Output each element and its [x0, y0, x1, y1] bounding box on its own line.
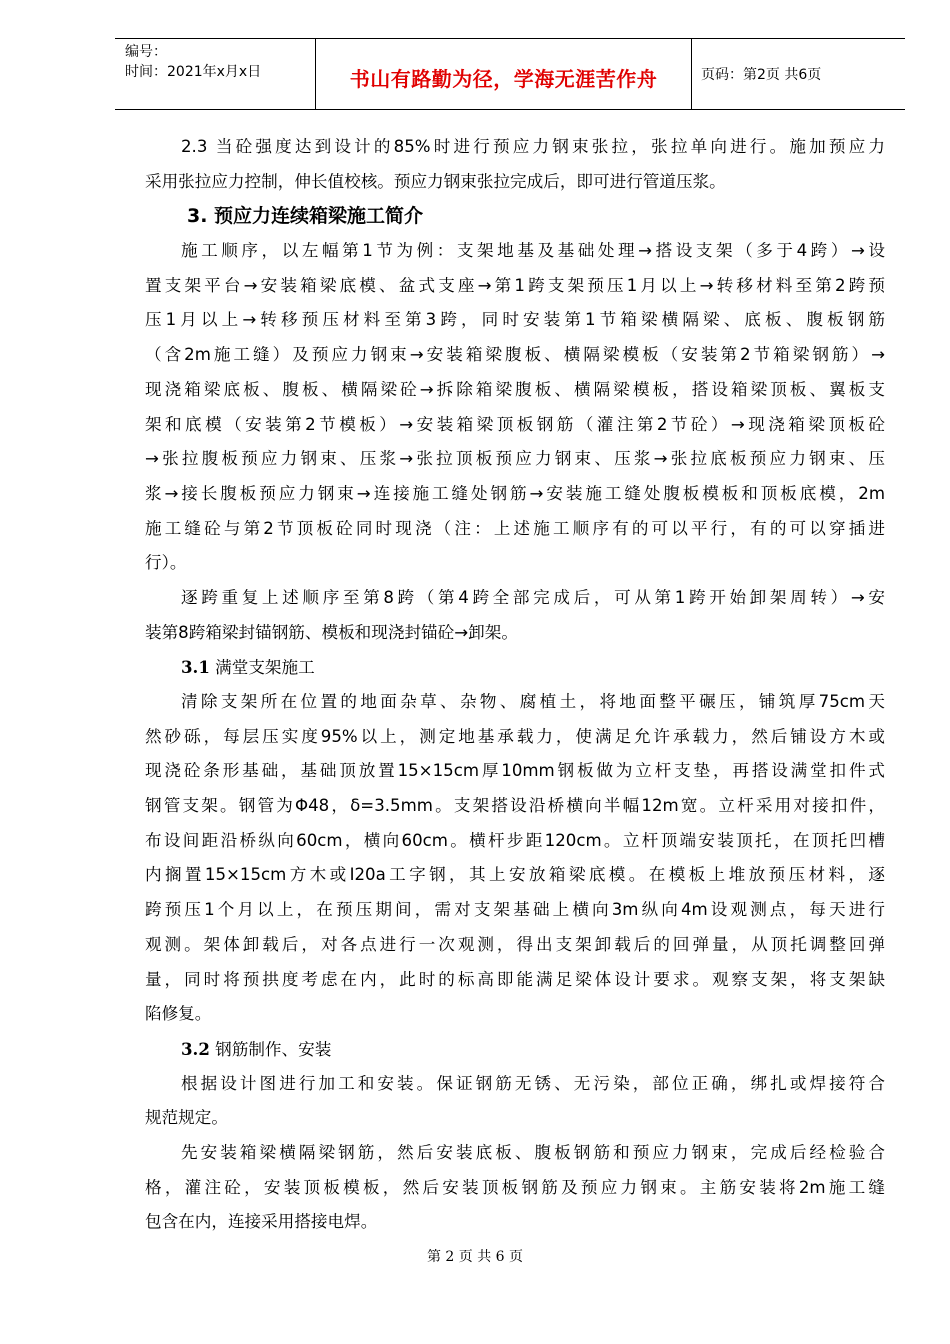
- paragraph-line: 包含在内，连接采用搭接电焊。: [145, 1212, 378, 1232]
- paragraph-line: 现浇砼条形基础，基础顶放置15×15cm厚10mm钢板做为立杆支垫，再搭设满堂扣件式: [145, 761, 885, 781]
- document-body: [145, 130, 885, 1240]
- paragraph-line: 浆→接长腹板预应力钢束→连接施工缝处钢筋→安装施工缝处腹板模板和顶板底模，2m: [145, 483, 885, 503]
- header-page-cell: [691, 39, 905, 109]
- paragraph-line: 现浇箱梁底板、腹板、横隔梁砼→拆除箱梁腹板、横隔梁模板，搭设箱梁顶板、翼板支: [145, 379, 885, 399]
- header-table: [115, 38, 905, 110]
- subsection-title: 满堂支架施工: [215, 658, 315, 678]
- paragraph-line: 内搁置15×15cm方木或I20a工字钢，其上安放箱梁底模。在模板上堆放预压材料，逐: [145, 865, 885, 885]
- paragraph-line: 观测。架体卸载后，对各点进行一次观测，得出支架卸载后的回弹量，从顶托调整回弹: [145, 934, 885, 954]
- time-label: 时间：2021年x月x日: [125, 64, 262, 80]
- paragraph-line: 行）。: [145, 553, 187, 573]
- paragraph-line: （含2m施工缝）及预应力钢束→安装箱梁腹板、横隔梁模板（安装第2节箱梁钢筋）→: [145, 345, 885, 365]
- paragraph-line: 压1月以上→转移预压材料至第3跨，同时安装第1节箱梁横隔梁、底板、腹板钢筋: [145, 310, 885, 330]
- paragraph-line: 先安装箱梁横隔梁钢筋，然后安装底板、腹板钢筋和预应力钢束，完成后经检验合: [181, 1142, 885, 1162]
- subsection-number: 3.2: [181, 1038, 210, 1059]
- page-label: 页码：第2页 共6页: [701, 67, 822, 83]
- subsection-heading-3-1: [145, 650, 885, 685]
- paragraph-line: 置支架平台→安装箱梁底模、盆式支座→第1跨支架预压1月以上→转移材料至第2跨预: [145, 275, 885, 295]
- page-footer: 第 2 页 共 6 页: [426, 1249, 524, 1265]
- paragraph-line: 布设间距沿桥纵向60cm，横向60cm。横杆步距120cm。立杆顶端安装顶托，在顶托凹槽: [145, 830, 885, 850]
- paragraph-line: 施工缝砼与第2节顶板砼同时现浇（注：上述施工顺序有的可以平行，有的可以穿插进: [145, 518, 885, 538]
- paragraph-line: 装第8跨箱梁封锚钢筋、模板和现浇封锚砼→卸架。: [145, 622, 518, 642]
- paragraph-line: 清除支架所在位置的地面杂草、杂物、腐植土，将地面整平碾压，铺筑厚75cm天: [181, 692, 885, 711]
- paragraph-line: 跨预压1个月以上，在预压期间，需对支架基础上横向3m纵向4m设观测点，每天进行: [145, 900, 885, 920]
- paragraph-line: 陷修复。: [145, 1004, 212, 1024]
- paragraph-line: 根据设计图进行加工和安装。保证钢筋无锈、无污染，部位正确，绑扎或焊接符合: [181, 1073, 885, 1093]
- section-heading: 3. 预应力连续箱梁施工简介: [187, 205, 424, 228]
- paragraph-line: 格，灌注砼，安装顶板模板，然后安装顶板钢筋及预应力钢束。主筋安装将2m施工缝: [145, 1177, 885, 1197]
- paragraph-line: 2.3 当砼强度达到设计的85%时进行预应力钢束张拉，张拉单向进行。施加预应力: [181, 137, 885, 156]
- paragraph-line: 然砂砾，每层压实度95%以上，测定地基承载力，使满足允许承载力，然后铺设方木或: [145, 726, 885, 746]
- paragraph-line: 架和底模（安装第2节模板）→安装箱梁顶板钢筋（灌注第2节砼）→现浇箱梁顶板砼: [145, 414, 885, 434]
- paragraph-line: 逐跨重复上述顺序至第8跨（第4跨全部完成后，可从第1跨开始卸架周转）→安: [181, 587, 885, 607]
- subsection-heading-3-2: [145, 1032, 885, 1067]
- subsection-title: 钢筋制作、安装: [215, 1039, 332, 1059]
- paragraph-line: →张拉腹板预应力钢束、压浆→张拉顶板预应力钢束、压浆→张拉底板预应力钢束、压: [145, 449, 885, 469]
- header-meta-cell: [115, 39, 315, 109]
- number-label: 编号：: [125, 44, 167, 60]
- paragraph-line: 量，同时将预拱度考虑在内，此时的标高即能满足梁体设计要求。观察支架，将支架缺: [145, 969, 885, 989]
- subsection-number: 3.1: [181, 657, 210, 678]
- paragraph-line: 施工顺序，以左幅第1节为例：支架地基及基础处理→搭设支架（多于4跨）→设: [181, 241, 885, 261]
- paragraph-line: 采用张拉应力控制，伸长值校核。预应力钢束张拉完成后，即可进行管道压浆。: [145, 171, 726, 191]
- motto: 书山有路勤为径，学海无涯苦作舟: [349, 67, 658, 91]
- paragraph-line: 规范规定。: [145, 1108, 228, 1128]
- paragraph-line: 钢管支架。钢管为Φ48，δ=3.5mm。支架搭设沿桥横向半幅12m宽。立杆采用对接扣件，: [145, 796, 885, 816]
- header-motto-cell: [315, 39, 692, 109]
